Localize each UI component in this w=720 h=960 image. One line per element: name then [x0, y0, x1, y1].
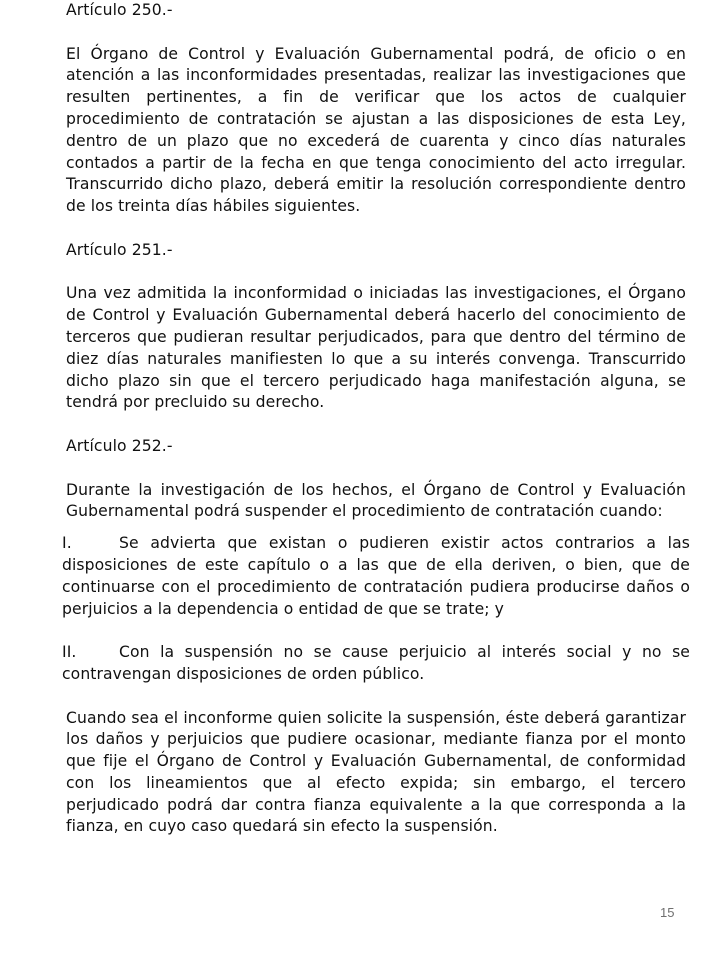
fraction-i [62, 533, 690, 620]
article-251-paragraph: Una vez admitida la inconformidad o iniciadas las investigaciones, el Órgano de Control y Evaluación Gubernamental deberá hacerlo del conocimiento de terceros que pudieran resultar perjudicados, para que dentro del término de diez días naturales manifiesten lo que a su interés convenga. Transcurrido dicho plazo sin que el tercero perjudicado haga manifestación alguna, se tendrá por precluido su derecho. [66, 284, 686, 412]
article-252-closing-paragraph: Cuando sea el inconforme quien solicite la suspensión, éste deberá garantizar los daños y perjuicios que pudiere ocasionar, mediante fianza por el monto que fije el Órgano de Control y Evaluación Gubernamental, de conformidad con los lineamientos que al efecto expida; sin embargo, el tercero perjudicado podrá dar contra fianza equivalente a la que corresponda a la fianza, en cuyo caso quedará sin efecto la suspensión. [66, 708, 686, 836]
spacer [66, 458, 686, 480]
article-252-intro-paragraph: Durante la investigación de los hechos, el Órgano de Control y Evaluación Gubernamental podrá suspender el procedimiento de contratación cuando: [66, 480, 686, 521]
spacer [66, 218, 686, 240]
article-250-heading: Artículo 250.- [66, 1, 173, 19]
spacer [66, 262, 686, 284]
spacer [66, 686, 686, 708]
fraction-i-text: Se advierta que existan o pudieren existir actos contrarios a las disposiciones de este capítulo o a las que de ella deriven, o bien, que de continuarse con el procedimiento de contratación pudiera producirse daños o perjuicios a la dependencia o entidad de que se trate; y [62, 534, 690, 618]
fraction-ii [62, 642, 690, 686]
spacer [66, 523, 686, 533]
document-page [62, 0, 690, 838]
article-252-heading: Artículo 252.- [66, 436, 173, 455]
spacer [66, 22, 686, 44]
page-number: 15 [660, 905, 675, 920]
spacer [66, 620, 686, 642]
fraction-i-number: I. [62, 534, 72, 553]
fraction-ii-number: II. [62, 643, 77, 662]
article-251-heading: Artículo 251.- [66, 240, 173, 259]
spacer [66, 414, 686, 436]
article-250-paragraph: El Órgano de Control y Evaluación Gubernamental podrá, de oficio o en atención a las inconformidades presentadas, realizar las investigaciones que resulten pertinentes, a fin de verificar que los actos de cualquier procedimiento de contratación se ajustan a las disposiciones de esta Ley, dentro de un plazo que no excederá de cuarenta y cinco días naturales contados a partir de la fecha en que tenga conocimiento del acto irregular. Transcurrido dicho plazo, deberá emitir la resolución correspondiente dentro de los treinta días hábiles siguientes. [66, 44, 686, 216]
fraction-ii-text: Con la suspensión no se cause perjuicio al interés social y no se contravengan disposiciones de orden público. [62, 643, 690, 683]
